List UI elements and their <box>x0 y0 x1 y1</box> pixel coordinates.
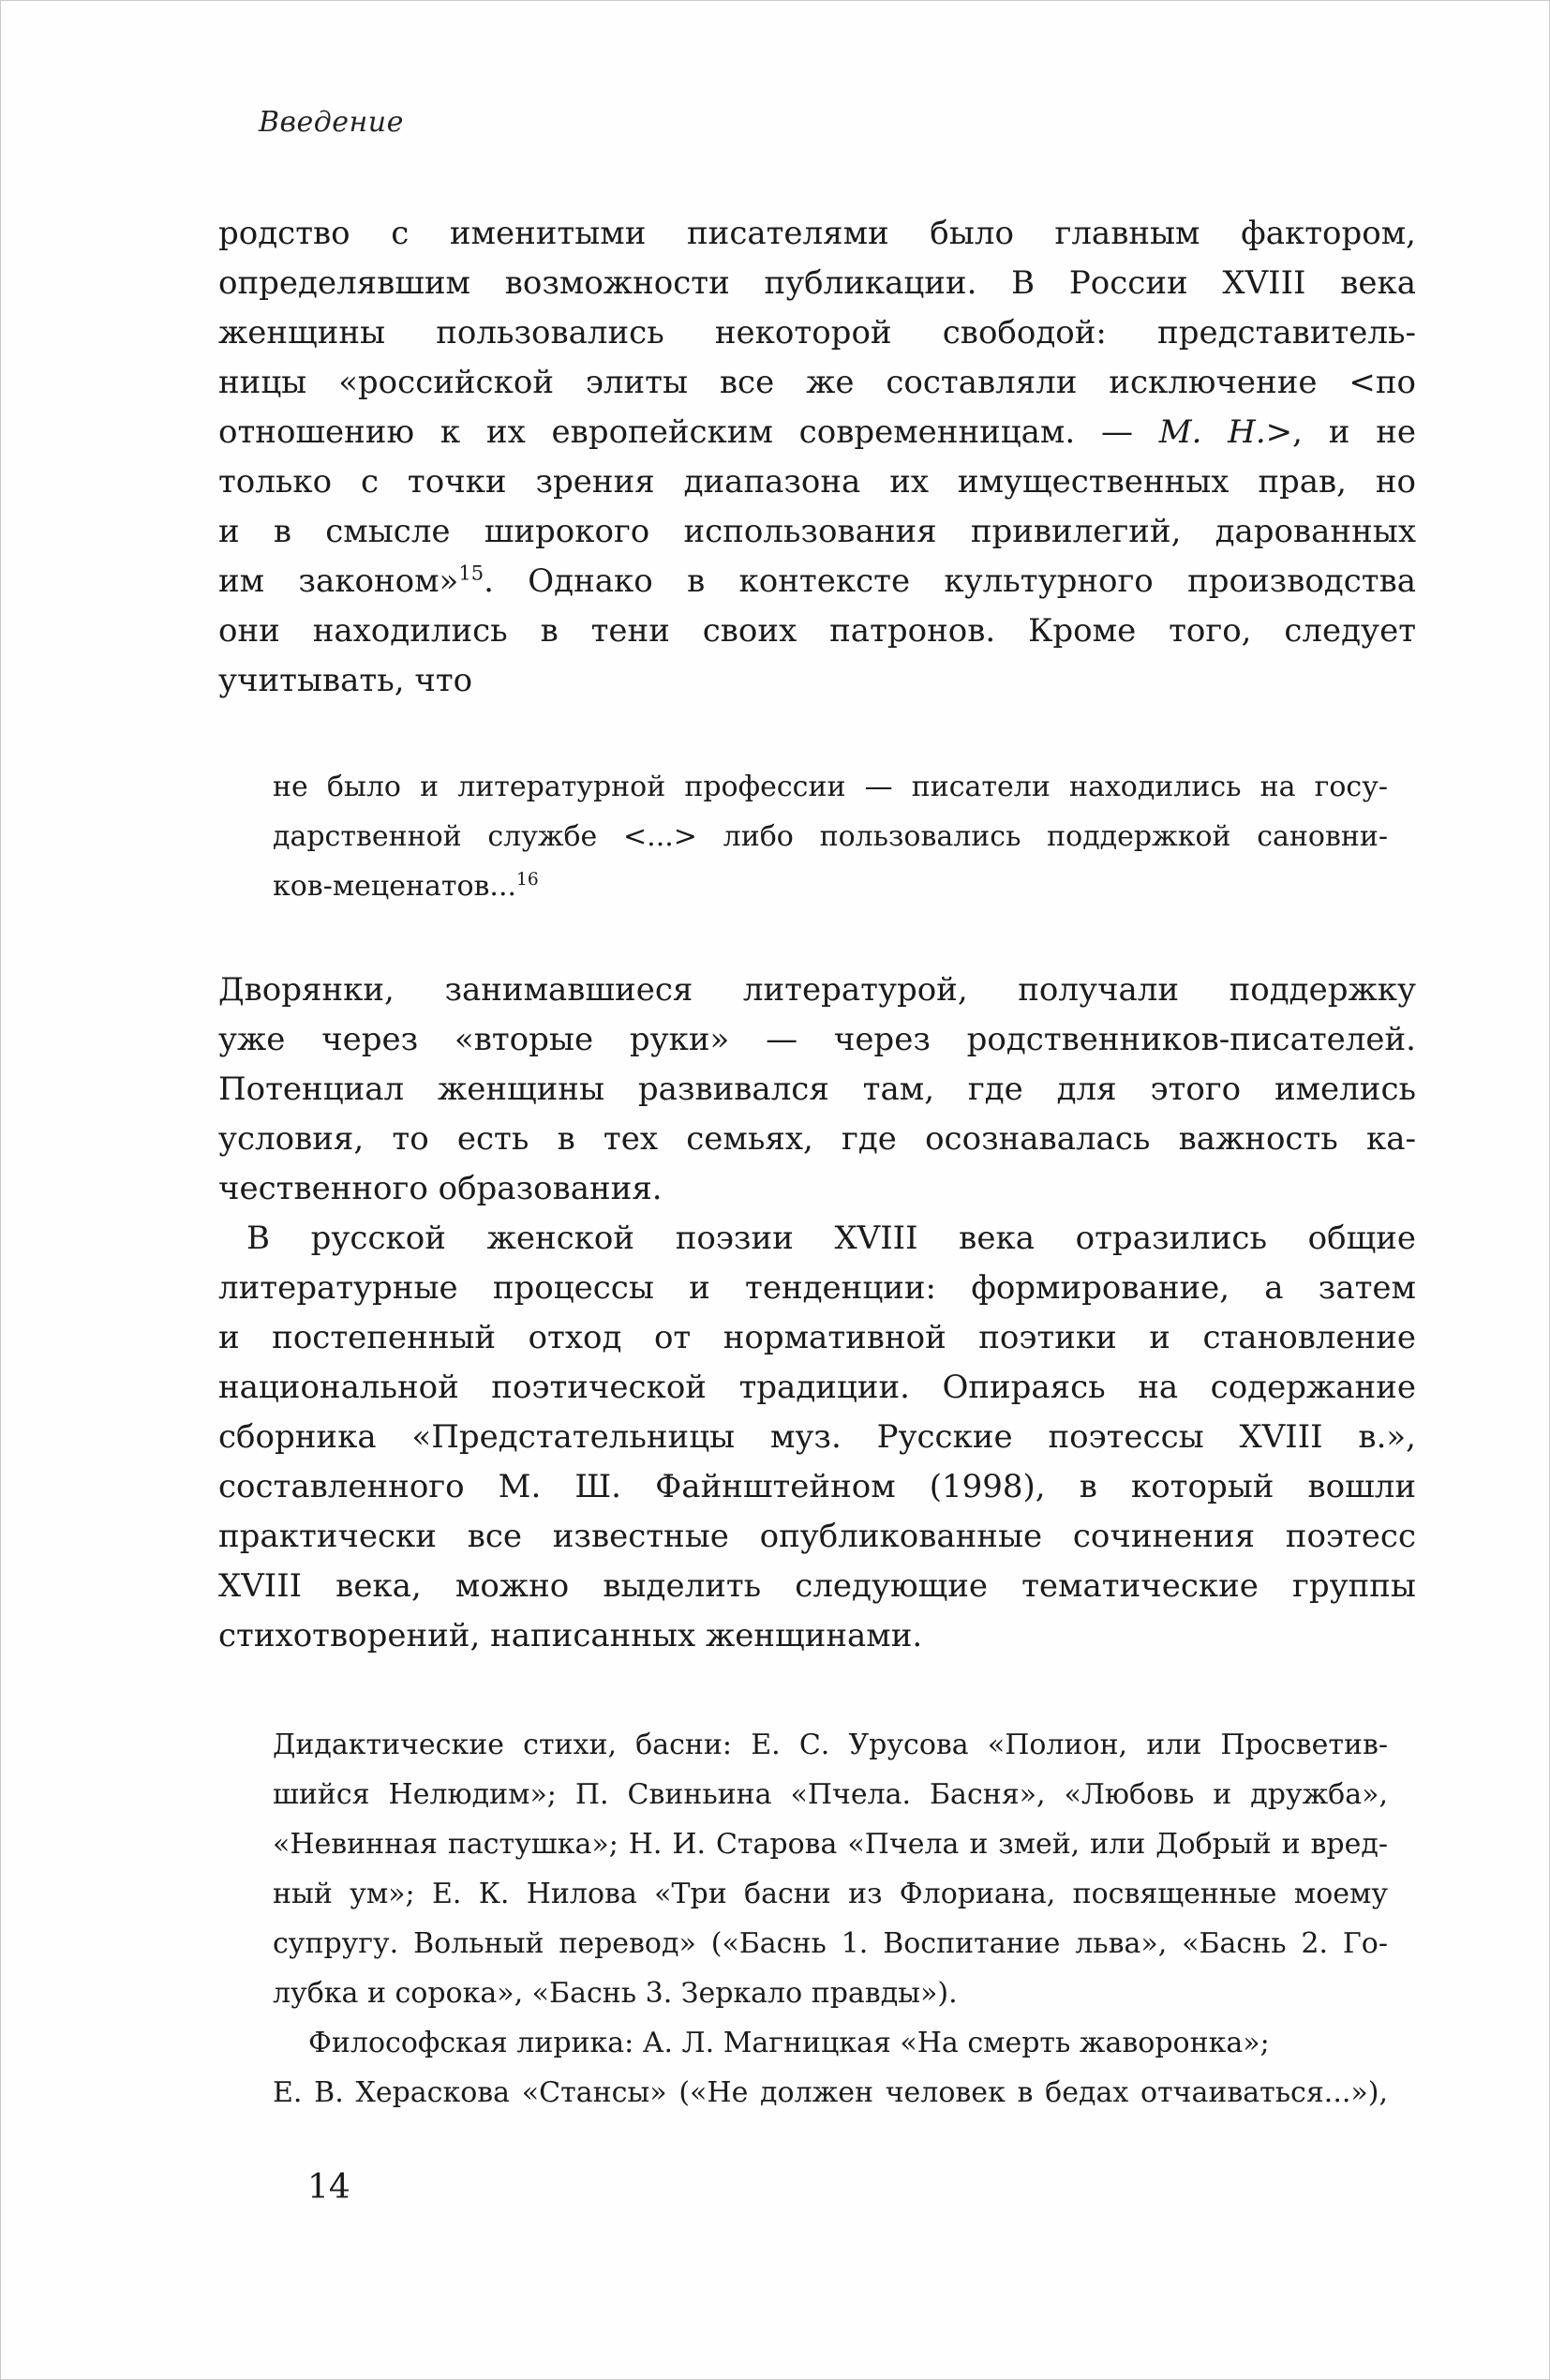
text-line: Потенциал женщины развивался там, где для этого имелись <box>218 1070 1416 1108</box>
philosophical-lyrics-paragraph <box>273 2018 1388 2118</box>
text-line: женщины пользовались некоторой свободой: представитель- <box>218 314 1416 352</box>
running-head: Введение <box>259 106 404 139</box>
text-line: ницы «российской элиты все же составляли исключение <по <box>218 364 1416 401</box>
text-line: условия, то есть в тех семьях, где осознавалась важность ка- <box>218 1120 1416 1158</box>
main-text <box>218 965 1416 1661</box>
text-line: ков-меценатов...$^{16}$ <box>273 870 539 903</box>
text-line: учитывать, что <box>218 662 473 699</box>
text-line: Философская лирика: А. Л. Магницкая «На смерть жаворонка»; <box>308 2027 1270 2059</box>
text-line: Е. В. Хераскова «Стансы» («Не должен человек в бедах отчаиваться...»), <box>273 2076 1388 2109</box>
thematic-groups-list <box>273 1720 1388 2118</box>
text-line: дарственной службе <...> либо пользовались поддержкой сановни- <box>273 820 1388 853</box>
text-line: шийся Нелюдим»; П. Свиньина «Пчела. Басня», «Любовь и дружба», <box>273 1778 1388 1811</box>
text-line: практически все известные опубликованные сочинения поэтесс <box>218 1518 1416 1555</box>
paragraph-poetry-overview <box>218 1214 1416 1661</box>
text-line: лубка и сорока», «Баснь 3. Зеркало правды»). <box>273 1977 958 2010</box>
text-line: XVIII века, можно выделить следующие тематические группы <box>218 1567 1416 1605</box>
text-line: составленного М. Ш. Файнштейном (1998), в который вошли <box>218 1468 1416 1505</box>
text-line: национальной поэтической традиции. Опираясь на содержание <box>218 1369 1416 1406</box>
text-line: ный ум»; Е. К. Нилова «Три басни из Флориана, посвященные моему <box>273 1878 1388 1910</box>
text-line: стихотворений, написанных женщинами. <box>218 1617 923 1654</box>
text-line: уже через «вторые руки» — через родственников-писателей. <box>218 1021 1416 1058</box>
text-line: В русской женской поэзии XVIII века отразились общие <box>246 1220 1416 1257</box>
text-line: определявшим возможности публикации. В России XVIII века <box>218 264 1416 302</box>
text-line: чественного образования. <box>218 1170 663 1207</box>
paragraph-noblewomen <box>218 965 1416 1214</box>
paragraph-opening <box>218 209 1416 706</box>
text-line: им законом»$^{15}$. Однако в контексте культурного производства <box>218 561 1416 600</box>
text-line: только с точки зрения диапазона их имущественных прав, но <box>218 463 1416 501</box>
text-line: и постепенный отход от нормативной поэтики и становление <box>218 1319 1416 1356</box>
didactic-poems-paragraph <box>273 1720 1388 2018</box>
text-line: Дидактические стихи, басни: Е. С. Урусова «Полион, или Просветив- <box>273 1729 1388 1761</box>
text-line: не было и литературной профессии — писатели находились на госу- <box>273 771 1388 803</box>
text-line: литературные процессы и тенденции: формирование, а затем <box>218 1269 1416 1307</box>
page-number: 14 <box>307 2168 350 2207</box>
blockquote-literary-profession <box>273 762 1388 911</box>
text-line: супругу. Вольный перевод» («Баснь 1. Воспитание льва», «Баснь 2. Го- <box>273 1927 1388 1960</box>
text-line: сборника «Предстательницы муз. Русские поэтессы XVIII в.», <box>218 1418 1416 1456</box>
text-line: родство с именитыми писателями было главным фактором, <box>218 215 1416 252</box>
text-line: «Невинная пастушка»; Н. И. Старова «Пчела и змей, или Добрый и вред- <box>273 1828 1388 1861</box>
text-line: и в смысле широкого использования привилегий, дарованных <box>218 513 1416 550</box>
text-line: они находились в тени своих патронов. Кроме того, следует <box>218 612 1416 650</box>
text-line: отношению к их европейским современницам. — М. Н.>, и не <box>218 413 1416 451</box>
text-line: Дворянки, занимавшиеся литературой, получали поддержку <box>218 971 1416 1009</box>
